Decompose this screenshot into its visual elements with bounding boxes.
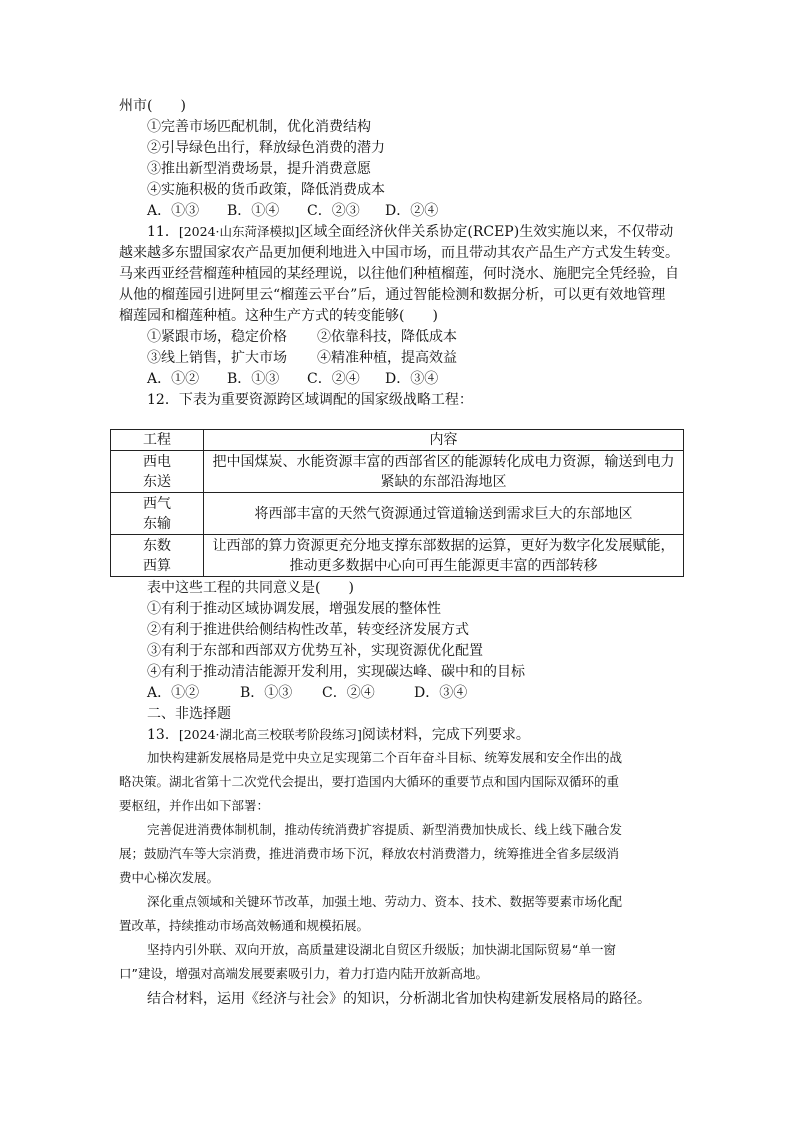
q12-choice-d: D．③④: [414, 685, 468, 701]
q12-question: 表中这些工程的共同意义是( ): [147, 580, 354, 596]
project-name-line: 东输: [143, 515, 171, 532]
q13-source: [2024·湖北高三校联考阶段练习]: [178, 727, 362, 742]
q10-choice-d: D．②④: [385, 203, 439, 219]
project-content-line: 紧缺的东部沿海地区: [380, 473, 507, 490]
project-name-line: 西电: [143, 453, 171, 470]
q10-option-4: ④实施积极的货币政策，降低消费成本: [147, 182, 385, 198]
q13-material-line: 加快构建新发展格局是党中央立足实现第二个百年奋斗目标、统筹发展和安全作出的战: [147, 750, 623, 765]
q13-material-line: 置改革，持续推动市场高效畅通和规模拓展。: [119, 918, 370, 933]
table-header-content: 内容: [204, 430, 684, 451]
q12-choice-b: B．①③: [240, 685, 293, 701]
q11-option-2: ②依靠科技，降低成本: [317, 329, 457, 345]
q10-choice-a: A．①③: [147, 203, 200, 219]
q10-option-1: ①完善市场匹配机制，优化消费结构: [147, 119, 371, 135]
q11-line-1: 区域全面经济伙伴关系协定(RCEP)生效实施以来，不仅带动: [299, 224, 674, 240]
q12-option-1: ①有利于推动区域协调发展，增强发展的整体性: [147, 601, 441, 617]
projects-table: [110, 429, 684, 577]
q11-line-4: 从他的榴莲园引进阿里云“榴莲云平台”后，通过智能检测和数据分析，可以更有效地管理: [119, 287, 666, 303]
q11-choice-d: D．③④: [385, 371, 439, 387]
q11-choice-c: C．②④: [307, 371, 360, 387]
project-content-line: 让西部的算力资源更充分地支撑东部数据的运算，更好为数字化发展赋能，: [212, 537, 675, 554]
project-name-line: 西算: [143, 557, 171, 574]
q10-choice-b: B．①④: [227, 203, 280, 219]
project-content-line: 推动更多数据中心向可再生能源更丰富的西部转移: [289, 557, 598, 574]
q13-material-line: 要枢纽，并作出如下部署：: [119, 798, 270, 813]
q11-choice-b: B．①③: [227, 371, 280, 387]
q11-choice-a: A．①②: [147, 371, 200, 387]
q12-choice-a: A．①②: [147, 685, 200, 701]
q11-number: 11．: [147, 224, 179, 240]
q11-line-3: 马来西亚经营榴莲种植园的某经理说，以往他们种植榴莲，何时浇水、施肥完全凭经验，自: [119, 266, 679, 282]
project-name-cell: [111, 451, 204, 493]
q10-option-2: ②引导绿色出行，释放绿色消费的潜力: [147, 140, 385, 156]
project-content-cell: [204, 451, 684, 493]
project-name-line: 东数: [143, 537, 171, 554]
q11-option-3: ③线上销售，扩大市场: [147, 350, 287, 366]
q13-material-line: 略决策。湖北省第十二次党代会提出，要打造国内大循环的重要节点和国内国际双循环的重: [119, 774, 620, 789]
project-name-line: 东送: [143, 473, 171, 490]
table-row: [111, 493, 684, 535]
q12-option-2: ②有利于推进供给侧结构性改革，转变经济发展方式: [147, 622, 469, 638]
project-content-cell: [204, 535, 684, 577]
project-name-line: 西气: [143, 495, 171, 512]
project-name-cell: [111, 535, 204, 577]
q10-choice-c: C．②③: [307, 203, 360, 219]
q10-stem-tail: 州市( ): [119, 98, 186, 114]
q13-material-line: 坚持内引外联、双向开放，高质量建设湖北自贸区升级版；加快湖北国际贸易“单一窗: [147, 942, 616, 957]
q13-first-line: [147, 725, 530, 745]
q13-material-line: 展；鼓励汽车等大宗消费，推进消费市场下沉，释放农村消费潜力，统筹推进全省多层级消: [119, 846, 620, 861]
project-name-cell: [111, 493, 204, 535]
q12-choice-c: C．②④: [322, 685, 375, 701]
table-row: [111, 535, 684, 577]
table-row: [111, 451, 684, 493]
project-content-line: 将西部丰富的天然气资源通过管道输送到需求巨大的东部地区: [254, 505, 633, 522]
q11-line-2: 越来越多东盟国家农产品更加便利地进入中国市场，而且带动其农产品生产方式发生转变。: [119, 245, 679, 261]
q13-lead: 阅读材料，完成下列要求。: [361, 727, 530, 743]
table-header-project: 工程: [111, 430, 204, 451]
q11-line-5: 榴莲园和榴莲种植。这种生产方式的转变能够( ): [119, 308, 438, 324]
q11-source: [2024·山东菏泽模拟]: [178, 224, 300, 239]
table-header-row: [111, 430, 684, 451]
q13-number: 13．: [147, 727, 179, 743]
q13-material-line: 口”建设，增强对高端发展要素吸引力，着力打造内陆开放新高地。: [119, 966, 488, 981]
project-content-cell: [204, 493, 684, 535]
project-content-line: 把中国煤炭、水能资源丰富的西部省区的能源转化成电力资源，输送到电力: [212, 453, 675, 470]
q13-material-line: 深化重点领域和关键环节改革，加强土地、劳动力、资本、技术、数据等要素市场化配: [147, 894, 623, 909]
section-heading: 二、非选择题: [147, 706, 231, 722]
q10-option-3: ③推出新型消费场景，提升消费意愿: [147, 161, 371, 177]
q11-option-4: ④精准种植，提高效益: [317, 350, 457, 366]
q13-material-line: 完善促进消费体制机制，推动传统消费扩容提质、新型消费加快成长、线上线下融合发: [147, 822, 623, 837]
q12-intro: 12．下表为重要资源跨区域调配的国家级战略工程：: [147, 392, 473, 408]
q11-option-1: ①紧跟市场，稳定价格: [147, 329, 287, 345]
q11-first-line: [147, 222, 673, 242]
q12-option-4: ④有利于推动清洁能源开发利用，实现碳达峰、碳中和的目标: [147, 664, 525, 680]
q13-task: 结合材料，运用《经济与社会》的知识，分析湖北省加快构建新发展格局的路径。: [147, 991, 651, 1007]
q13-material-line: 费中心梯次发展。: [119, 870, 220, 885]
q12-option-3: ③有利于东部和西部双方优势互补，实现资源优化配置: [147, 643, 483, 659]
